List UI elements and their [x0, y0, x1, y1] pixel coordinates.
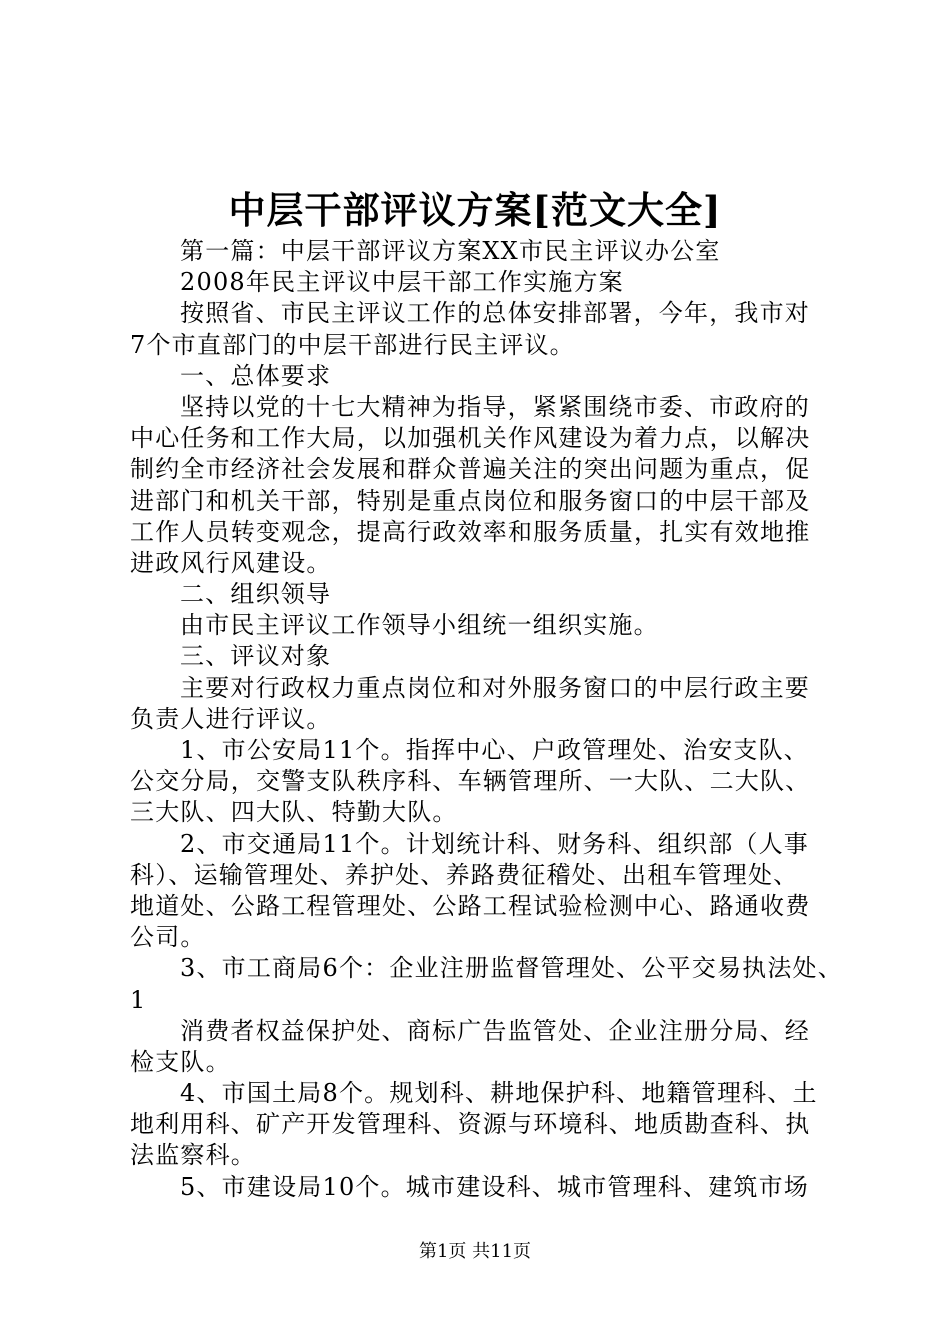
body-line: 2、市交通局11个。计划统计科、财务科、组织部（人事	[180, 829, 810, 858]
body-line: 7个市直部门的中层干部进行民主评议。	[130, 330, 575, 359]
body-line: 坚持以党的十七大精神为指导，紧紧围绕市委、市政府的	[180, 392, 810, 421]
body-line: 1、市公安局11个。指挥中心、户政管理处、治安支队、	[180, 736, 810, 764]
body-line: 消费者权益保护处、商标广告监管处、企业注册分局、经	[180, 1016, 810, 1045]
body-line: 公交分局，交警支队秩序科、车辆管理所、一大队、二大队、	[130, 767, 811, 796]
body-line: 3、市工商局6个：企业注册监督管理处、公平交易执法处、	[180, 954, 843, 983]
body-line: 进部门和机关干部，特别是重点岗位和服务窗口的中层干部及	[130, 486, 811, 515]
body-line: 二、组织领导	[180, 580, 332, 609]
body-line: 三大队、四大队、特勤大队。	[130, 798, 458, 827]
body-line: 1	[130, 985, 147, 1014]
body-line: 中心任务和工作大局，以加强机关作风建设为着力点，以解决	[130, 424, 811, 453]
body-line: 负责人进行评议。	[130, 704, 332, 733]
body-line: 法监察科。	[130, 1141, 256, 1170]
body-line: 三、评议对象	[180, 642, 332, 671]
body-line: 4、市国土局8个。规划科、耕地保护科、地籍管理科、土	[180, 1079, 818, 1108]
body-line: 由市民主评议工作领导小组统一组织实施。	[180, 611, 659, 640]
body-line: 科）、运输管理处、养护处、养路费征稽处、出租车管理处、	[130, 860, 799, 889]
body-line: 公司。	[130, 923, 206, 952]
body-line: 地道处、公路工程管理处、公路工程试验检测中心、路通收费	[130, 891, 811, 920]
body-line: 5、市建设局10个。城市建设科、城市管理科、建筑市场	[180, 1172, 810, 1201]
body-line: 第一篇：中层干部评议方案XX市民主评议办公室	[180, 237, 721, 265]
body-line: 制约全市经济社会发展和群众普遍关注的突出问题为重点，促	[130, 455, 811, 484]
body-line: 2008年民主评议中层干部工作实施方案	[180, 268, 624, 297]
body-line: 按照省、市民主评议工作的总体安排部署，今年，我市对	[180, 299, 810, 328]
document-body	[130, 236, 843, 1203]
document-title: 中层干部评议方案[范文大全]	[228, 188, 722, 232]
page-footer: 第1页 共11页	[418, 1241, 532, 1262]
body-line: 进政风行风建设。	[130, 548, 332, 577]
body-line: 地利用科、矿产开发管理科、资源与环境科、地质勘查科、执	[130, 1110, 811, 1139]
body-line: 工作人员转变观念，提高行政效率和服务质量，扎实有效地推	[130, 517, 811, 546]
body-line: 检支队。	[130, 1047, 231, 1076]
body-line: 主要对行政权力重点岗位和对外服务窗口的中层行政主要	[180, 673, 810, 702]
body-line: 一、总体要求	[180, 361, 332, 390]
